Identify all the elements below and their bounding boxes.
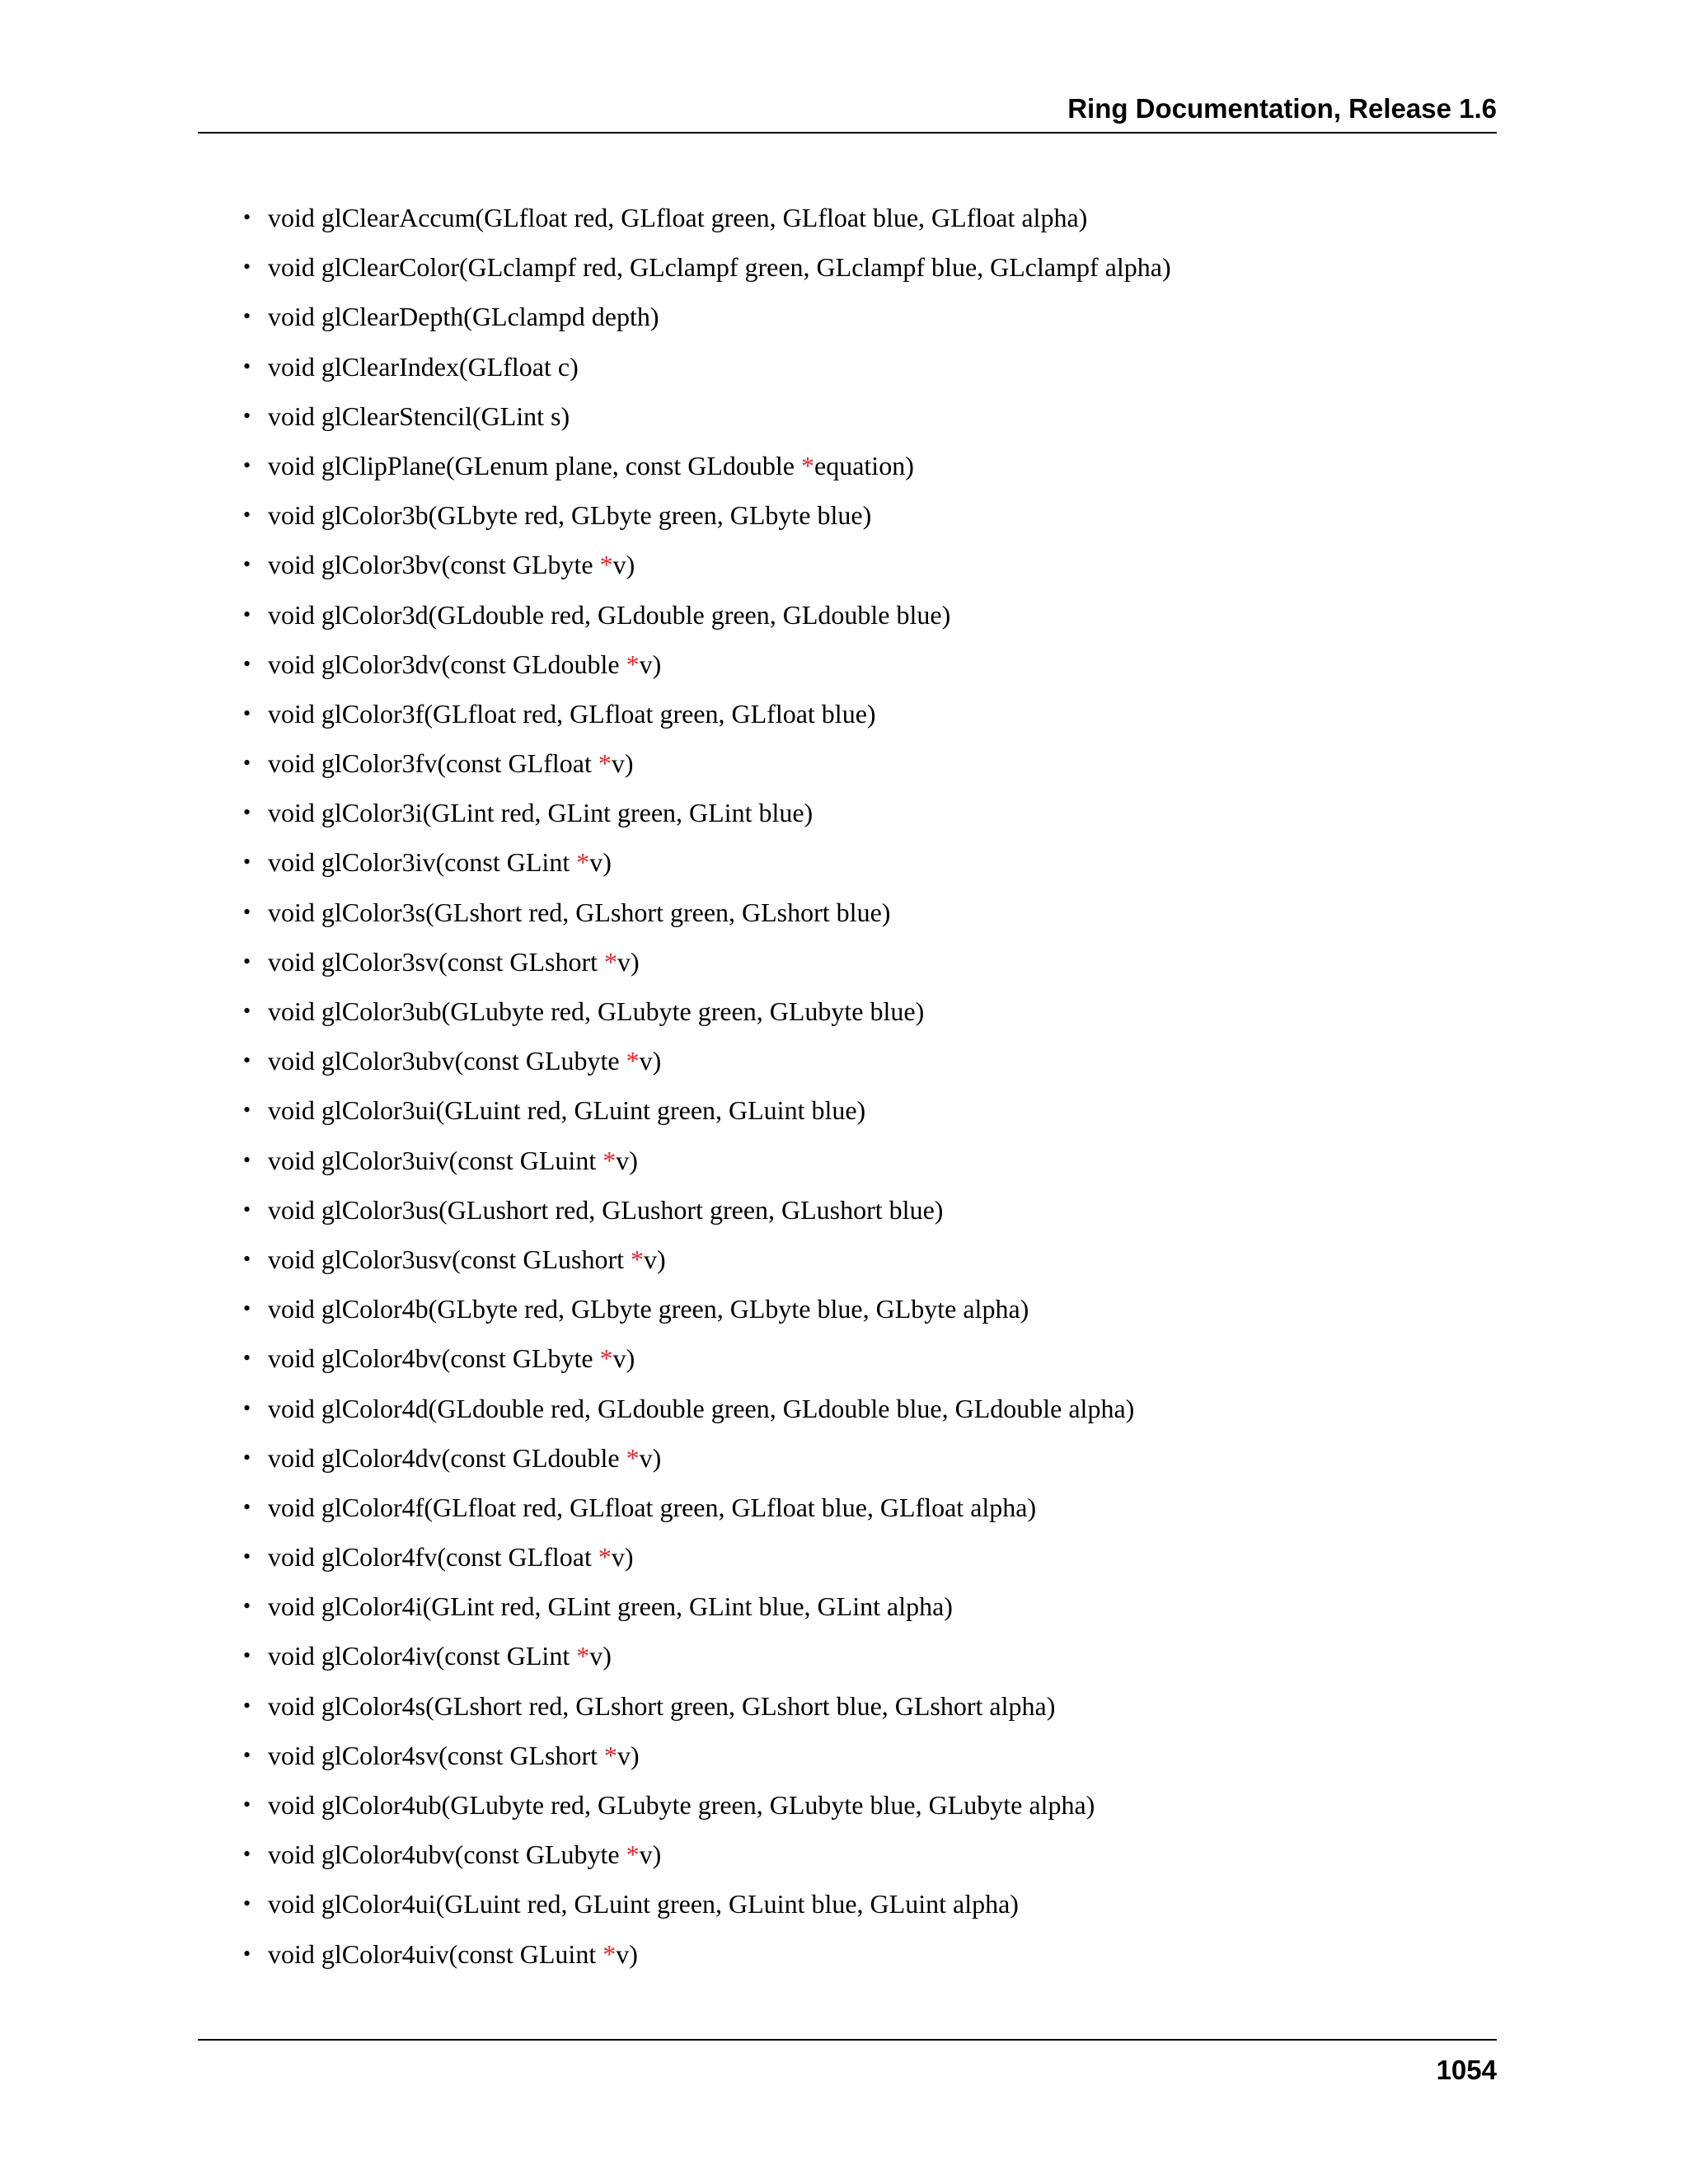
function-signature-start: void glColor3ubv(const GLubyte <box>268 1046 626 1076</box>
function-signature: void glColor3ui(GLuint red, GLuint green, GLuint blue) <box>268 1095 866 1126</box>
bullet-icon: • <box>243 899 251 924</box>
function-signature-start: void glColor4iv(const GLint <box>268 1641 577 1671</box>
bullet-icon: • <box>243 1643 251 1668</box>
function-signature-start: void glColor4uiv(const GLuint <box>268 1938 603 1969</box>
list-item <box>243 1634 1171 1684</box>
function-signature-start: void glColor3usv(const GLushort <box>268 1244 631 1274</box>
list-item <box>243 841 1171 890</box>
function-signature: void glColor4ui(GLuint red, GLuint green, GLuint blue, GLuint alpha) <box>268 1889 1019 1919</box>
function-signature: void glColor4b(GLbyte red, GLbyte green, GLbyte blue, GLbyte alpha) <box>268 1294 1029 1324</box>
pointer-asterisk: * <box>630 1244 644 1274</box>
bullet-icon: • <box>243 701 251 725</box>
list-item <box>243 1535 1171 1585</box>
list-item <box>243 1486 1171 1535</box>
function-signature-start: void glColor3sv(const GLshort <box>268 946 604 977</box>
list-item <box>243 742 1171 791</box>
pointer-asterisk: * <box>576 847 590 878</box>
bullet-icon: • <box>243 1346 251 1371</box>
bullet-icon: • <box>243 1048 251 1073</box>
function-signature: void glClearStencil(GLint s) <box>268 401 570 431</box>
pointer-asterisk: * <box>626 1046 640 1076</box>
function-signature-end: v) <box>611 1542 634 1572</box>
pointer-asterisk: * <box>801 450 814 480</box>
pointer-asterisk: * <box>598 1542 612 1572</box>
bullet-icon: • <box>243 1395 251 1420</box>
bullet-icon: • <box>243 800 251 825</box>
list-item <box>243 1337 1171 1386</box>
list-item <box>243 643 1171 692</box>
function-signature-start: void glColor3fv(const GLfloat <box>268 748 598 779</box>
list-item <box>243 345 1171 395</box>
bullet-icon: • <box>243 602 251 626</box>
bullet-icon: • <box>243 949 251 973</box>
bullet-icon: • <box>243 552 251 577</box>
function-signature-end: v) <box>612 550 635 580</box>
list-item <box>243 395 1171 444</box>
list-item <box>243 891 1171 940</box>
function-signature-end: v) <box>639 1442 662 1473</box>
bullet-icon: • <box>243 255 251 279</box>
list-item <box>243 196 1171 246</box>
function-signature: void glColor3us(GLushort red, GLushort green, GLushort blue) <box>268 1194 944 1225</box>
function-signature: void glColor4i(GLint red, GLint green, GLint blue, GLint alpha) <box>268 1591 953 1622</box>
bullet-icon: • <box>243 1246 251 1271</box>
bullet-icon: • <box>243 1098 251 1122</box>
pointer-asterisk: * <box>598 748 612 779</box>
header-title: Ring Documentation, Release 1.6 <box>1067 93 1497 124</box>
pointer-asterisk: * <box>603 946 617 977</box>
bullet-icon: • <box>243 503 251 527</box>
list-item <box>243 1139 1171 1188</box>
function-signature-end: v) <box>616 1938 638 1969</box>
bullet-icon: • <box>243 751 251 776</box>
function-signature-start: void glClipPlane(GLenum plane, const GLdouble <box>268 450 801 480</box>
list-item <box>243 940 1171 990</box>
list-item <box>243 1585 1171 1634</box>
bullet-icon: • <box>243 205 251 229</box>
bullet-icon: • <box>243 1445 251 1469</box>
list-item <box>243 295 1171 344</box>
list-item <box>243 1685 1171 1734</box>
function-signature-end: v) <box>643 1244 666 1274</box>
function-signature-start: void glColor3iv(const GLint <box>268 847 577 878</box>
function-signature-end: equation) <box>814 450 914 480</box>
bullet-icon: • <box>243 1594 251 1619</box>
function-signature-end: v) <box>612 1343 635 1374</box>
bullet-icon: • <box>243 1544 251 1569</box>
list-item <box>243 1933 1171 1982</box>
list-item <box>243 1882 1171 1932</box>
function-signature: void glColor3ub(GLubyte red, GLubyte green, GLubyte blue) <box>268 996 925 1026</box>
list-item <box>243 1387 1171 1436</box>
list-item <box>243 1783 1171 1833</box>
pointer-asterisk: * <box>626 649 640 679</box>
function-signature-start: void glColor3uiv(const GLuint <box>268 1145 603 1175</box>
bullet-icon: • <box>243 999 251 1023</box>
function-signature-start: void glColor4bv(const GLbyte <box>268 1343 600 1374</box>
bullet-icon: • <box>243 1296 251 1321</box>
pointer-asterisk: * <box>626 1442 640 1473</box>
list-item <box>243 444 1171 494</box>
list-item <box>243 1833 1171 1882</box>
bullet-icon: • <box>243 354 251 378</box>
function-signature-start: void glColor4fv(const GLfloat <box>268 1542 598 1572</box>
list-item <box>243 1039 1171 1089</box>
function-signature-end: v) <box>617 1740 640 1770</box>
function-signature: void glColor3i(GLint red, GLint green, GLint blue) <box>268 798 814 828</box>
bullet-icon: • <box>243 850 251 874</box>
function-signature-end: v) <box>589 1641 612 1671</box>
function-signature-start: void glColor3bv(const GLbyte <box>268 550 600 580</box>
bullet-icon: • <box>243 1941 251 1966</box>
function-signature-end: v) <box>616 1145 638 1175</box>
pointer-asterisk: * <box>603 1740 617 1770</box>
function-signature: void glClearDepth(GLclampd depth) <box>268 302 659 332</box>
function-signature: void glColor3b(GLbyte red, GLbyte green, GLbyte blue) <box>268 500 872 531</box>
list-item <box>243 1287 1171 1337</box>
function-signature-end: v) <box>611 748 634 779</box>
function-signature-end: v) <box>639 1840 662 1870</box>
function-signature-end: v) <box>639 649 662 679</box>
list-item <box>243 1436 1171 1486</box>
page-number: 1054 <box>1436 2055 1497 2085</box>
list-item <box>243 1238 1171 1287</box>
list-item <box>243 1089 1171 1138</box>
page-header <box>198 92 1497 134</box>
function-signature: void glColor3f(GLfloat red, GLfloat green, GLfloat blue) <box>268 698 876 729</box>
pointer-asterisk: * <box>576 1641 590 1671</box>
bullet-icon: • <box>243 1793 251 1816</box>
function-signature-start: void glColor3dv(const GLdouble <box>268 649 626 679</box>
list-item <box>243 990 1171 1039</box>
list-item <box>243 791 1171 841</box>
page-footer <box>198 2039 1497 2085</box>
list-item <box>243 494 1171 543</box>
list-item <box>243 1734 1171 1783</box>
function-signature: void glColor4ub(GLubyte red, GLubyte green, GLubyte blue, GLubyte alpha) <box>268 1790 1095 1820</box>
function-signature-start: void glColor4sv(const GLshort <box>268 1740 604 1770</box>
pointer-asterisk: * <box>599 550 613 580</box>
pointer-asterisk: * <box>603 1938 617 1969</box>
function-signature-start: void glColor4ubv(const GLubyte <box>268 1840 626 1870</box>
function-signature: void glClearIndex(GLfloat c) <box>268 351 579 382</box>
list-item <box>243 543 1171 593</box>
bullet-icon: • <box>243 1494 251 1519</box>
bullet-icon: • <box>243 1147 251 1172</box>
function-signature: void glClearColor(GLclampf red, GLclampf green, GLclampf blue, GLclampf alpha) <box>268 252 1171 283</box>
function-signature: void glColor4d(GLdouble red, GLdouble green, GLdouble blue, GLdouble alpha) <box>268 1393 1135 1423</box>
bullet-icon: • <box>243 1891 251 1916</box>
bullet-icon: • <box>243 304 251 329</box>
function-signature-end: v) <box>589 847 612 878</box>
bullet-icon: • <box>243 1742 251 1767</box>
bullet-icon: • <box>243 452 251 477</box>
function-signature: void glColor4s(GLshort red, GLshort green, GLshort blue, GLshort alpha) <box>268 1690 1056 1721</box>
bullet-icon: • <box>243 651 251 676</box>
function-signature-end: v) <box>617 946 640 977</box>
bullet-icon: • <box>243 1197 251 1221</box>
list-item <box>243 593 1171 643</box>
function-signature: void glColor3d(GLdouble red, GLdouble green, GLdouble blue) <box>268 599 951 630</box>
bullet-icon: • <box>243 1693 251 1718</box>
function-signature: void glClearAccum(GLfloat red, GLfloat green, GLfloat blue, GLfloat alpha) <box>268 203 1088 232</box>
function-signature-start: void glColor4dv(const GLdouble <box>268 1442 626 1473</box>
function-signature: void glColor4f(GLfloat red, GLfloat green, GLfloat blue, GLfloat alpha) <box>268 1492 1037 1522</box>
list-item <box>243 246 1171 295</box>
list-item <box>243 692 1171 742</box>
pointer-asterisk: * <box>599 1343 613 1374</box>
bullet-icon: • <box>243 403 251 428</box>
function-list <box>243 196 1171 1982</box>
function-signature: void glColor3s(GLshort red, GLshort green, GLshort blue) <box>268 897 891 927</box>
pointer-asterisk: * <box>603 1145 617 1175</box>
pointer-asterisk: * <box>626 1840 640 1870</box>
function-signature-end: v) <box>639 1046 662 1076</box>
list-item <box>243 1188 1171 1238</box>
bullet-icon: • <box>243 1842 251 1867</box>
